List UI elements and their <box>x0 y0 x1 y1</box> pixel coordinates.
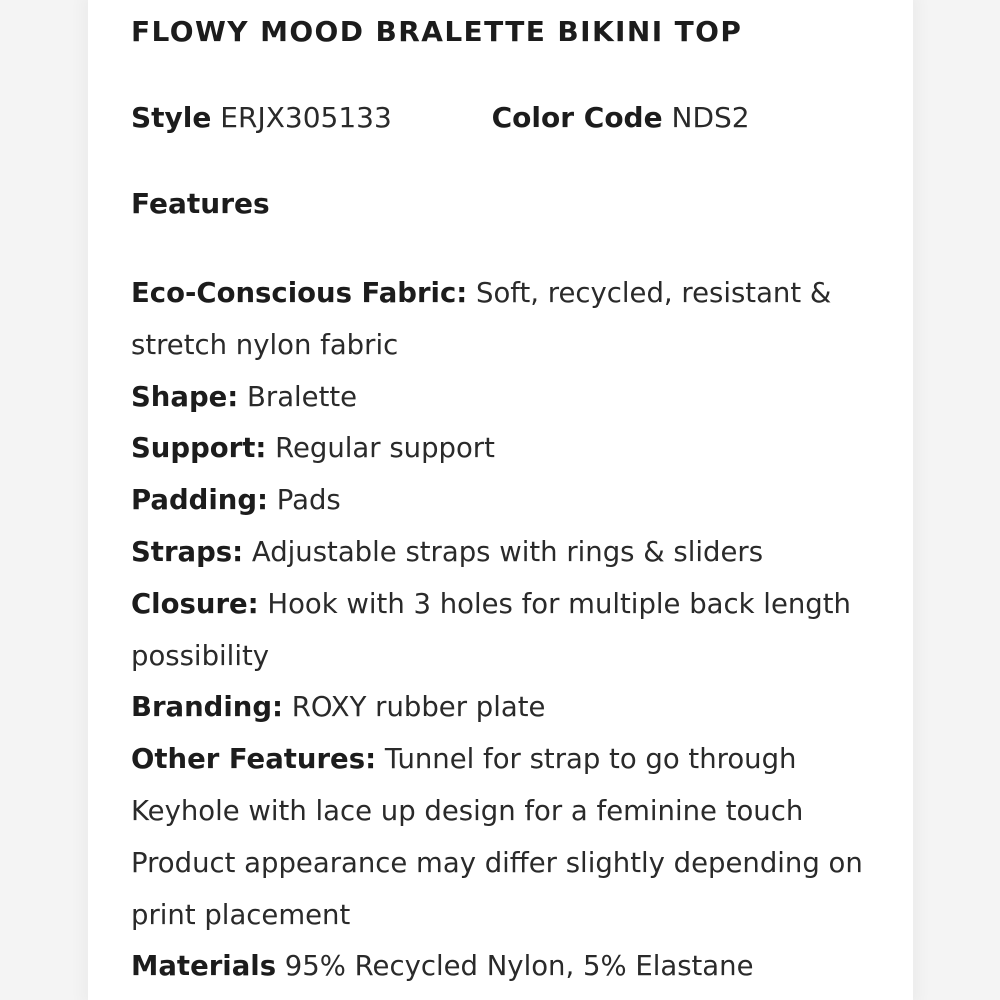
feature-value: stretch nylon fabric <box>131 328 399 361</box>
style-label: Style <box>131 101 212 134</box>
feature-label: Branding: <box>131 691 284 724</box>
feature-value: Regular support <box>266 432 495 465</box>
feature-value: Product appearance may differ slightly depending on <box>131 846 863 879</box>
style-value: ERJX305133 <box>220 101 392 134</box>
feature-value: Hook with 3 holes for multiple back length <box>258 587 851 620</box>
feature-line-appearance <box>131 838 891 890</box>
feature-value: Keyhole with lace up design for a feminine touch <box>131 794 804 827</box>
features-heading: Features <box>131 187 270 220</box>
feature-value: Tunnel for strap to go through <box>376 743 797 776</box>
feature-label: Materials <box>131 950 277 983</box>
feature-value: print placement <box>131 898 351 931</box>
color-code-label: Color Code <box>491 101 663 134</box>
product-details-panel <box>88 0 913 1000</box>
feature-line-other-features <box>131 734 891 786</box>
feature-label: Straps: <box>131 535 244 568</box>
feature-line-materials <box>131 941 891 993</box>
feature-line-fabric-cont <box>131 320 891 372</box>
feature-line-fabric <box>131 268 891 320</box>
feature-list <box>131 268 891 993</box>
feature-label: Shape: <box>131 380 239 413</box>
feature-line-closure <box>131 579 891 631</box>
feature-label: Other Features: <box>131 743 377 776</box>
feature-line-keyhole <box>131 786 891 838</box>
feature-value: Bralette <box>238 380 358 413</box>
feature-line-straps <box>131 527 891 579</box>
feature-value: Soft, recycled, resistant & <box>467 277 832 309</box>
feature-label: Support: <box>131 432 267 465</box>
feature-value: ROXY rubber plate <box>283 691 546 724</box>
feature-value: Adjustable straps with rings & sliders <box>243 535 764 568</box>
feature-value: Pads <box>268 484 341 517</box>
feature-line-padding <box>131 475 891 527</box>
feature-label: Padding: <box>131 484 269 517</box>
color-code-value: NDS2 <box>671 101 750 134</box>
style-color-row <box>131 98 750 138</box>
feature-value: possibility <box>131 639 270 672</box>
feature-line-appearance-cont <box>131 890 891 942</box>
feature-value: 95% Recycled Nylon, 5% Elastane <box>276 950 754 983</box>
feature-label: Closure: <box>131 587 259 620</box>
feature-line-support <box>131 423 891 475</box>
feature-line-shape <box>131 372 891 424</box>
product-title: FLOWY MOOD BRALETTE BIKINI TOP <box>131 15 743 48</box>
feature-label: Eco-Conscious Fabric: <box>131 277 468 309</box>
feature-line-closure-cont <box>131 631 891 683</box>
feature-line-branding <box>131 682 891 734</box>
